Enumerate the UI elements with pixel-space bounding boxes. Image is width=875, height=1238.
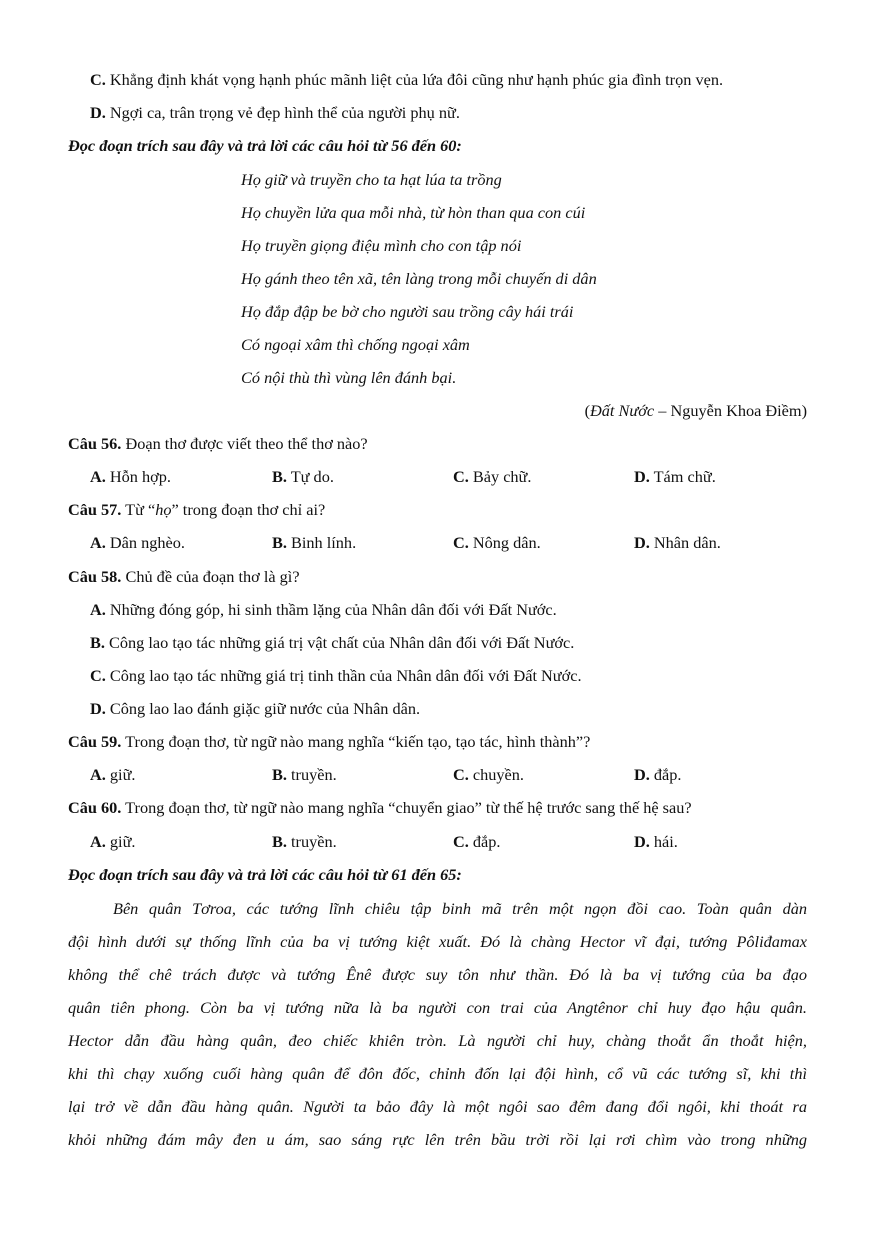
option-text: Công lao tạo tác những giá trị vật chất của Nhân dân đối với Đất Nước.	[104, 633, 575, 652]
prose-line: Bên quân Tơroa, các tướng lĩnh chiêu tập binh mã trên một ngọn đồi cao. Toàn quân dàn	[113, 899, 807, 918]
option-text: Khẳng định khát vọng hạnh phúc mãnh liệt của lứa đôi cũng như hạnh phúc gia đình trọn vẹn.	[105, 70, 724, 89]
option-text: Binh lính.	[286, 533, 357, 552]
question-59	[68, 732, 590, 752]
prose-line: quân tiên phong. Còn ba vị tướng nữa là ba người con trai của Angtênor chỉ huy đạo hậu quân.	[68, 998, 807, 1017]
option-letter: C.	[453, 832, 469, 851]
option-text: Dân nghèo.	[105, 533, 185, 552]
option-text: giữ.	[105, 832, 136, 851]
option-text: Nông dân.	[468, 533, 541, 552]
option-letter: D.	[634, 765, 650, 784]
q56-option-c[interactable]	[453, 467, 531, 487]
question-label: Câu 56.	[68, 434, 122, 453]
section-instruction-61-65: Đọc đoạn trích sau đây và trả lời các câu hỏi từ 61 đến 65:	[68, 865, 462, 884]
question-label: Câu 60.	[68, 798, 122, 817]
option-letter: A.	[90, 467, 106, 486]
option-text: giữ.	[105, 765, 136, 784]
q60-option-c[interactable]	[453, 832, 500, 852]
option-text: truyền.	[286, 832, 337, 851]
q57-option-a[interactable]	[90, 533, 185, 553]
question-text: Trong đoạn thơ, từ ngữ nào mang nghĩa “kiến tạo, tạo tác, hình thành”?	[121, 732, 591, 751]
q58-option-d[interactable]	[90, 699, 420, 719]
option-letter: B.	[272, 533, 287, 552]
option-text: Nhân dân.	[649, 533, 721, 552]
option-letter: B.	[272, 832, 287, 851]
q56-option-b[interactable]	[272, 467, 334, 487]
option-letter: B.	[90, 633, 105, 652]
option-letter: A.	[90, 832, 106, 851]
q57-option-c[interactable]	[453, 533, 541, 553]
option-text: đắp.	[468, 832, 501, 851]
option-letter: B.	[272, 765, 287, 784]
q58-option-c[interactable]	[90, 666, 582, 686]
question-label: Câu 57.	[68, 500, 122, 519]
poem-line: Họ giữ và truyền cho ta hạt lúa ta trồng	[241, 170, 502, 189]
poem-line: Họ truyền giọng điệu mình cho con tập nói	[241, 236, 522, 255]
option-letter: C.	[453, 765, 469, 784]
q60-option-b[interactable]	[272, 832, 337, 852]
section-instruction-56-60: Đọc đoạn trích sau đây và trả lời các câu hỏi từ 56 đến 60:	[68, 136, 462, 155]
question-58	[68, 567, 300, 587]
question-text: Trong đoạn thơ, từ ngữ nào mang nghĩa “chuyển giao” từ thế hệ trước sang thế hệ sau?	[121, 798, 692, 817]
q59-option-a[interactable]	[90, 765, 135, 785]
option-letter: C.	[453, 467, 469, 486]
q59-option-d[interactable]	[634, 765, 681, 785]
question-57	[68, 500, 325, 520]
q60-option-d[interactable]	[634, 832, 678, 852]
q59-option-b[interactable]	[272, 765, 337, 785]
option-letter: C.	[90, 666, 106, 685]
question-60	[68, 798, 692, 818]
option-letter: A.	[90, 533, 106, 552]
poem-line: Họ gánh theo tên xã, tên làng trong mỗi chuyến di dân	[241, 269, 597, 288]
option-text: truyền.	[286, 765, 337, 784]
option-text: hái.	[649, 832, 678, 851]
question-text: Chủ đề của đoạn thơ là gì?	[121, 567, 300, 586]
option-letter: B.	[272, 467, 287, 486]
poem-line: Họ đắp đập be bờ cho người sau trồng cây hái trái	[241, 302, 574, 321]
option-text: đắp.	[649, 765, 682, 784]
prose-line: Hector dẫn đầu hàng quân, đeo chiếc khiên tròn. Là người chỉ huy, chàng thoắt ẩn thoắt hiện,	[68, 1031, 807, 1050]
poem-line: Có nội thù thì vùng lên đánh bại.	[241, 368, 457, 387]
option-text: Ngợi ca, trân trọng vẻ đẹp hình thể của người phụ nữ.	[105, 103, 460, 122]
question-keyword: họ	[155, 500, 172, 519]
option-letter: D.	[634, 533, 650, 552]
prose-line: đội hình dưới sự thống lĩnh của ba vị tướng kiệt xuất. Đó là chàng Hector vĩ đại, tướng Pôliđamax	[68, 932, 807, 951]
poem-line: Họ chuyền lửa qua mỗi nhà, từ hòn than qua con cúi	[241, 203, 586, 222]
q56-option-a[interactable]	[90, 467, 171, 487]
question-label: Câu 58.	[68, 567, 122, 586]
prose-line: khỏi những đám mây đen u ám, sao sáng rực lên trên bầu trời rồi lại rơi chìm vào trong những	[68, 1130, 807, 1149]
prev-option-c	[90, 70, 723, 90]
option-letter: C.	[90, 70, 106, 89]
prose-line: lại trở về dẫn đầu hàng quân. Người ta bảo đây là một ngôi sao đêm đang đổi ngôi, khi thoát ra	[68, 1097, 807, 1116]
question-label: Câu 59.	[68, 732, 122, 751]
prose-line: khi thì chạy xuống cuối hàng quân để đôn đốc, chỉnh đốn lại đội hình, cổ vũ các tướng sĩ, khi thì	[68, 1064, 807, 1083]
prose-line: không thể chê trách được và tướng Ênê được suy tôn như thần. Đó là ba vị tướng của ba đạo	[68, 965, 807, 984]
option-letter: D.	[90, 699, 106, 718]
option-letter: D.	[90, 103, 106, 122]
option-text: Tự do.	[286, 467, 334, 486]
option-text: Công lao tạo tác những giá trị tinh thần của Nhân dân đối với Đất Nước.	[105, 666, 582, 685]
option-letter: A.	[90, 765, 106, 784]
prev-option-d	[90, 103, 460, 123]
option-text: Hỗn hợp.	[105, 467, 171, 486]
option-letter: A.	[90, 600, 106, 619]
source-title: Đất Nước	[590, 401, 655, 420]
option-text: chuyền.	[468, 765, 524, 784]
q59-option-c[interactable]	[453, 765, 524, 785]
q58-option-b[interactable]	[90, 633, 574, 653]
option-letter: C.	[453, 533, 469, 552]
source-author: – Nguyễn Khoa Điềm)	[654, 401, 807, 420]
option-text: Bảy chữ.	[468, 467, 532, 486]
question-text: Từ “	[121, 500, 156, 519]
question-text: Đoạn thơ được viết theo thể thơ nào?	[121, 434, 368, 453]
option-text: Công lao lao đánh giặc giữ nước của Nhân dân.	[105, 699, 421, 718]
option-letter: D.	[634, 832, 650, 851]
question-text-end: ” trong đoạn thơ chỉ ai?	[171, 500, 326, 519]
source-open: (	[584, 401, 591, 420]
poem-line: Có ngoại xâm thì chống ngoại xâm	[241, 335, 470, 354]
q58-option-a[interactable]	[90, 600, 557, 620]
q57-option-b[interactable]	[272, 533, 356, 553]
q60-option-a[interactable]	[90, 832, 135, 852]
option-text: Tám chữ.	[649, 467, 716, 486]
poem-source	[585, 401, 807, 421]
q57-option-d[interactable]	[634, 533, 721, 553]
option-letter: D.	[634, 467, 650, 486]
option-text: Những đóng góp, hi sinh thầm lặng của Nhân dân đối với Đất Nước.	[105, 600, 557, 619]
question-56	[68, 434, 368, 454]
q56-option-d[interactable]	[634, 467, 716, 487]
